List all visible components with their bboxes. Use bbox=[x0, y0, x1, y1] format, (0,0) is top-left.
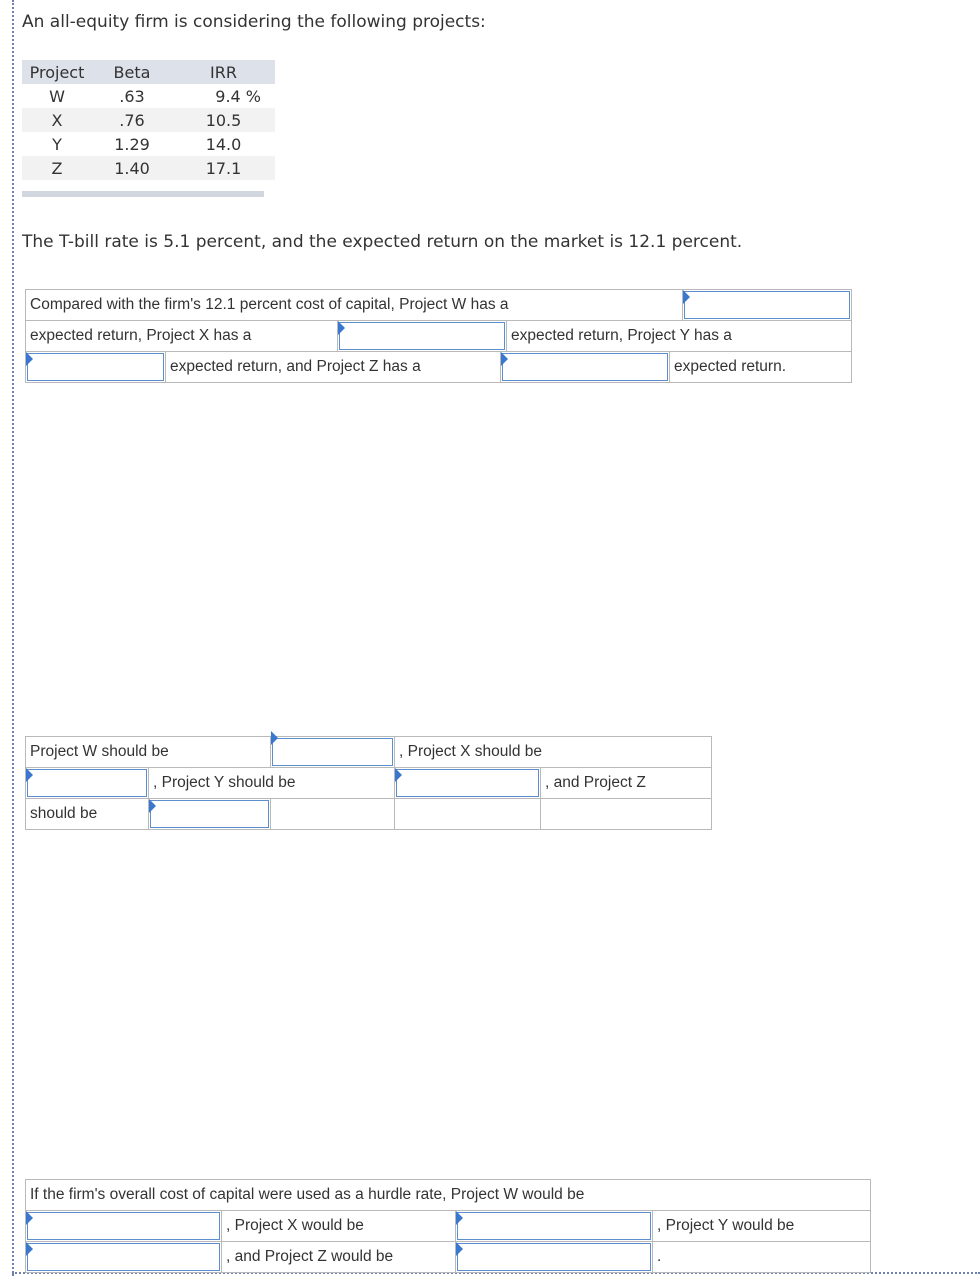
q3-text-4: , and Project Z would be bbox=[222, 1242, 456, 1273]
table-row bbox=[22, 132, 275, 156]
q1-text-4: expected return, and Project Z has a bbox=[166, 352, 501, 382]
table-row bbox=[22, 84, 275, 108]
cell-beta: .76 bbox=[119, 110, 145, 130]
q2-dropdown-z[interactable] bbox=[149, 799, 271, 830]
q2-text-3: , Project Y should be bbox=[149, 768, 395, 799]
dropdown-flag-icon bbox=[456, 1242, 463, 1256]
left-dotted-border bbox=[12, 0, 14, 1276]
q2-dropdown-w[interactable] bbox=[271, 737, 395, 768]
table-bottom-bar bbox=[22, 191, 264, 197]
q1-text-5: expected return. bbox=[674, 358, 787, 375]
dropdown-flag-icon bbox=[26, 1242, 33, 1256]
dropdown-flag-icon bbox=[26, 1211, 33, 1225]
dropdown-flag-icon bbox=[683, 290, 690, 304]
cell-irr: 17.1 bbox=[205, 158, 242, 178]
q1-text-2: expected return, Project X has a bbox=[26, 321, 338, 352]
q2-dropdown-x[interactable] bbox=[26, 768, 149, 799]
q1-dropdown-z[interactable] bbox=[501, 352, 670, 382]
intro-text: An all-equity firm is considering the following projects: bbox=[22, 12, 486, 32]
q1-text-3: expected return, Project Y has a bbox=[507, 321, 852, 352]
tbill-text: The T-bill rate is 5.1 percent, and the expected return on the market is 12.1 percent. bbox=[22, 232, 743, 252]
cell-irr: 14.0 bbox=[205, 134, 242, 154]
table-row bbox=[22, 156, 275, 180]
q1-dropdown-y[interactable] bbox=[26, 352, 166, 382]
q2-text-4: , and Project Z bbox=[541, 768, 712, 799]
q2-dropdown-y[interactable] bbox=[395, 768, 541, 799]
cell-beta: 1.29 bbox=[114, 134, 150, 154]
q3-dropdown-w[interactable] bbox=[26, 1211, 222, 1242]
cell-project: W bbox=[49, 86, 65, 106]
dropdown-flag-icon bbox=[26, 768, 33, 782]
cell-project: X bbox=[51, 110, 63, 130]
cell-beta: .63 bbox=[119, 86, 145, 106]
q3-text-5: . bbox=[653, 1242, 871, 1273]
header-project: Project bbox=[29, 62, 85, 82]
q1-text-1: Compared with the firm's 12.1 percent cost of capital, Project W has a bbox=[26, 290, 683, 321]
q1-dropdown-x[interactable] bbox=[338, 321, 507, 352]
dropdown-flag-icon bbox=[26, 352, 33, 366]
q2-empty-cell bbox=[541, 799, 712, 830]
table-header-row bbox=[22, 60, 275, 84]
cell-irr: 9.4 % bbox=[215, 86, 261, 106]
q2-text-1: Project W should be bbox=[26, 737, 271, 768]
dropdown-flag-icon bbox=[395, 768, 402, 782]
projects-table bbox=[22, 60, 275, 180]
cell-project: Y bbox=[52, 134, 62, 154]
dropdown-flag-icon bbox=[149, 799, 156, 813]
table-row bbox=[22, 108, 275, 132]
q3-text-1: If the firm's overall cost of capital were used as a hurdle rate, Project W would be bbox=[26, 1180, 871, 1211]
dropdown-flag-icon bbox=[271, 731, 278, 745]
q1-dropdown-w[interactable] bbox=[683, 290, 852, 321]
q3-text-2: , Project X would be bbox=[222, 1211, 456, 1242]
cell-irr: 10.5 bbox=[205, 110, 242, 130]
cell-beta: 1.40 bbox=[114, 158, 150, 178]
question-2-grid bbox=[25, 736, 712, 830]
q3-dropdown-z[interactable] bbox=[456, 1242, 653, 1273]
q2-empty-cell bbox=[395, 799, 541, 830]
q3-dropdown-x[interactable] bbox=[456, 1211, 653, 1242]
q2-text-2: , Project X should be bbox=[395, 737, 712, 768]
q2-text-5: should be bbox=[26, 799, 149, 830]
header-beta: Beta bbox=[113, 62, 151, 82]
dropdown-flag-icon bbox=[501, 352, 508, 366]
q3-text-3: , Project Y would be bbox=[653, 1211, 871, 1242]
dropdown-flag-icon bbox=[338, 321, 345, 335]
question-1-grid bbox=[25, 289, 852, 383]
header-irr: IRR bbox=[210, 62, 237, 82]
q2-empty-cell bbox=[271, 799, 395, 830]
q3-dropdown-y[interactable] bbox=[26, 1242, 222, 1273]
cell-project: Z bbox=[51, 158, 63, 178]
dropdown-flag-icon bbox=[456, 1211, 463, 1225]
question-3-grid bbox=[25, 1179, 871, 1273]
